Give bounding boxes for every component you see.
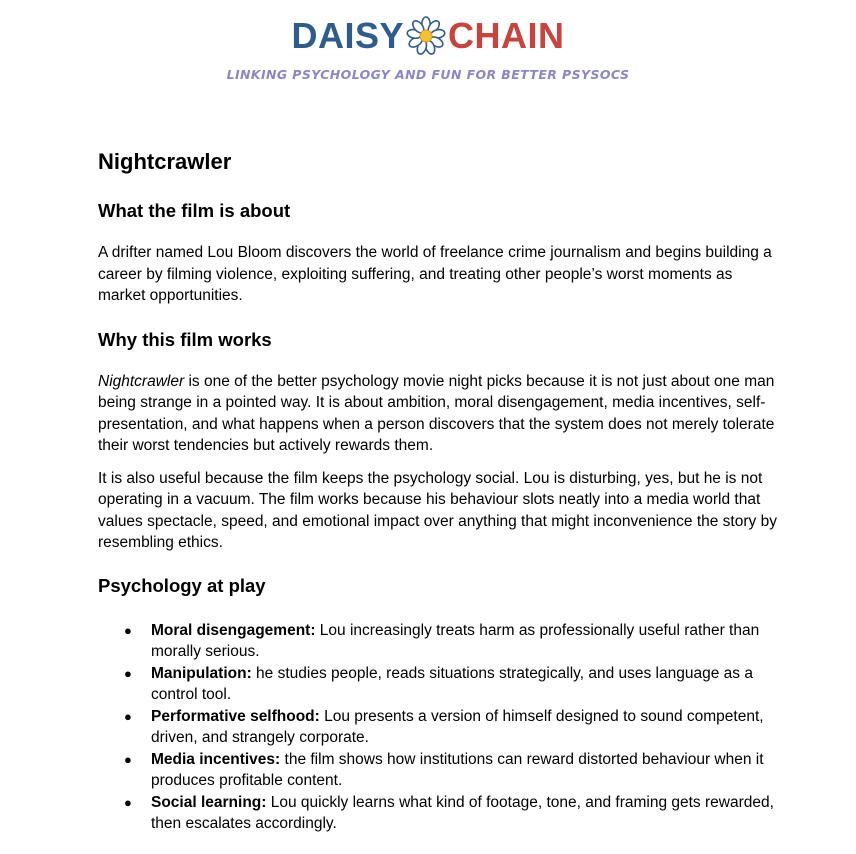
- list-item-text: he studies people, reads situations strategically, and uses language as a control tool.: [151, 664, 753, 703]
- list-item: [98, 749, 778, 792]
- paragraph-why-1: [98, 371, 778, 457]
- page-title: Nightcrawler: [98, 149, 232, 174]
- paragraph-why-1-text: is one of the better psychology movie night picks because it is not just about one man being strange in a pointed way. It is about ambition, moral disengagement, media incentives, self-presentation, and what happens when a person discovers that the system does not merely tolerate their worst tendencies but actively rewards them.: [98, 372, 775, 454]
- list-item-text: Lou presents a version of himself designed to sound competent, driven, and strangely corporate.: [151, 707, 764, 746]
- list-item: [98, 663, 778, 706]
- list-item: [98, 792, 778, 835]
- tagline: LINKING PSYCHOLOGY AND FUN FOR BETTER PSYSOCS: [226, 67, 630, 82]
- heading-psychology: Psychology at play: [98, 574, 266, 596]
- bullet-icon: ●: [124, 708, 132, 724]
- logo-inner: [291, 14, 564, 58]
- list-item: [98, 706, 778, 749]
- list-item-term: Moral disengagement:: [151, 621, 316, 639]
- list-item-term: Performative selfhood:: [151, 707, 320, 725]
- paragraph-about: A drifter named Lou Bloom discovers the world of freelance crime journalism and begins building a career by filming violence, exploiting suffering, and treating other people’s worst moments as market opportunities.: [98, 244, 772, 304]
- bullet-icon: ●: [124, 751, 132, 767]
- psychology-list: [98, 620, 778, 835]
- heading-why: Why this film works: [98, 328, 272, 350]
- logo-word-chain: CHAIN: [448, 15, 565, 56]
- list-item: [98, 620, 778, 663]
- list-item-text: Lou increasingly treats harm as professionally useful rather than morally serious.: [151, 621, 760, 660]
- logo-word-daisy: DAISY: [291, 15, 405, 56]
- bullet-icon: ●: [124, 665, 132, 681]
- paragraph-why-2: It is also useful because the film keeps the psychology social. Lou is disturbing, yes, but he is not operating in a vacuum. The film works because his behaviour slots neatly into a media world that values spectacle, speed, and emotional impact over anything that might inconvenience the story by resembling ethics.: [98, 469, 777, 551]
- list-item-text: Lou quickly learns what kind of footage, tone, and framing gets rewarded, then escalates accordingly.: [151, 793, 774, 832]
- daisy-flower-icon: [406, 16, 446, 56]
- bullet-icon: ●: [124, 794, 132, 810]
- list-item-term: Media incentives:: [151, 750, 281, 768]
- list-item-term: Manipulation:: [151, 664, 252, 682]
- list-item-text: the film shows how institutions can reward distorted behaviour when it produces profitable content.: [151, 750, 764, 789]
- list-item-term: Social learning:: [151, 793, 267, 811]
- article: [98, 148, 778, 835]
- film-title-italic: Nightcrawler: [98, 372, 185, 390]
- bullet-icon: ●: [124, 622, 132, 638]
- logo: [0, 14, 856, 58]
- heading-about: What the film is about: [98, 200, 291, 221]
